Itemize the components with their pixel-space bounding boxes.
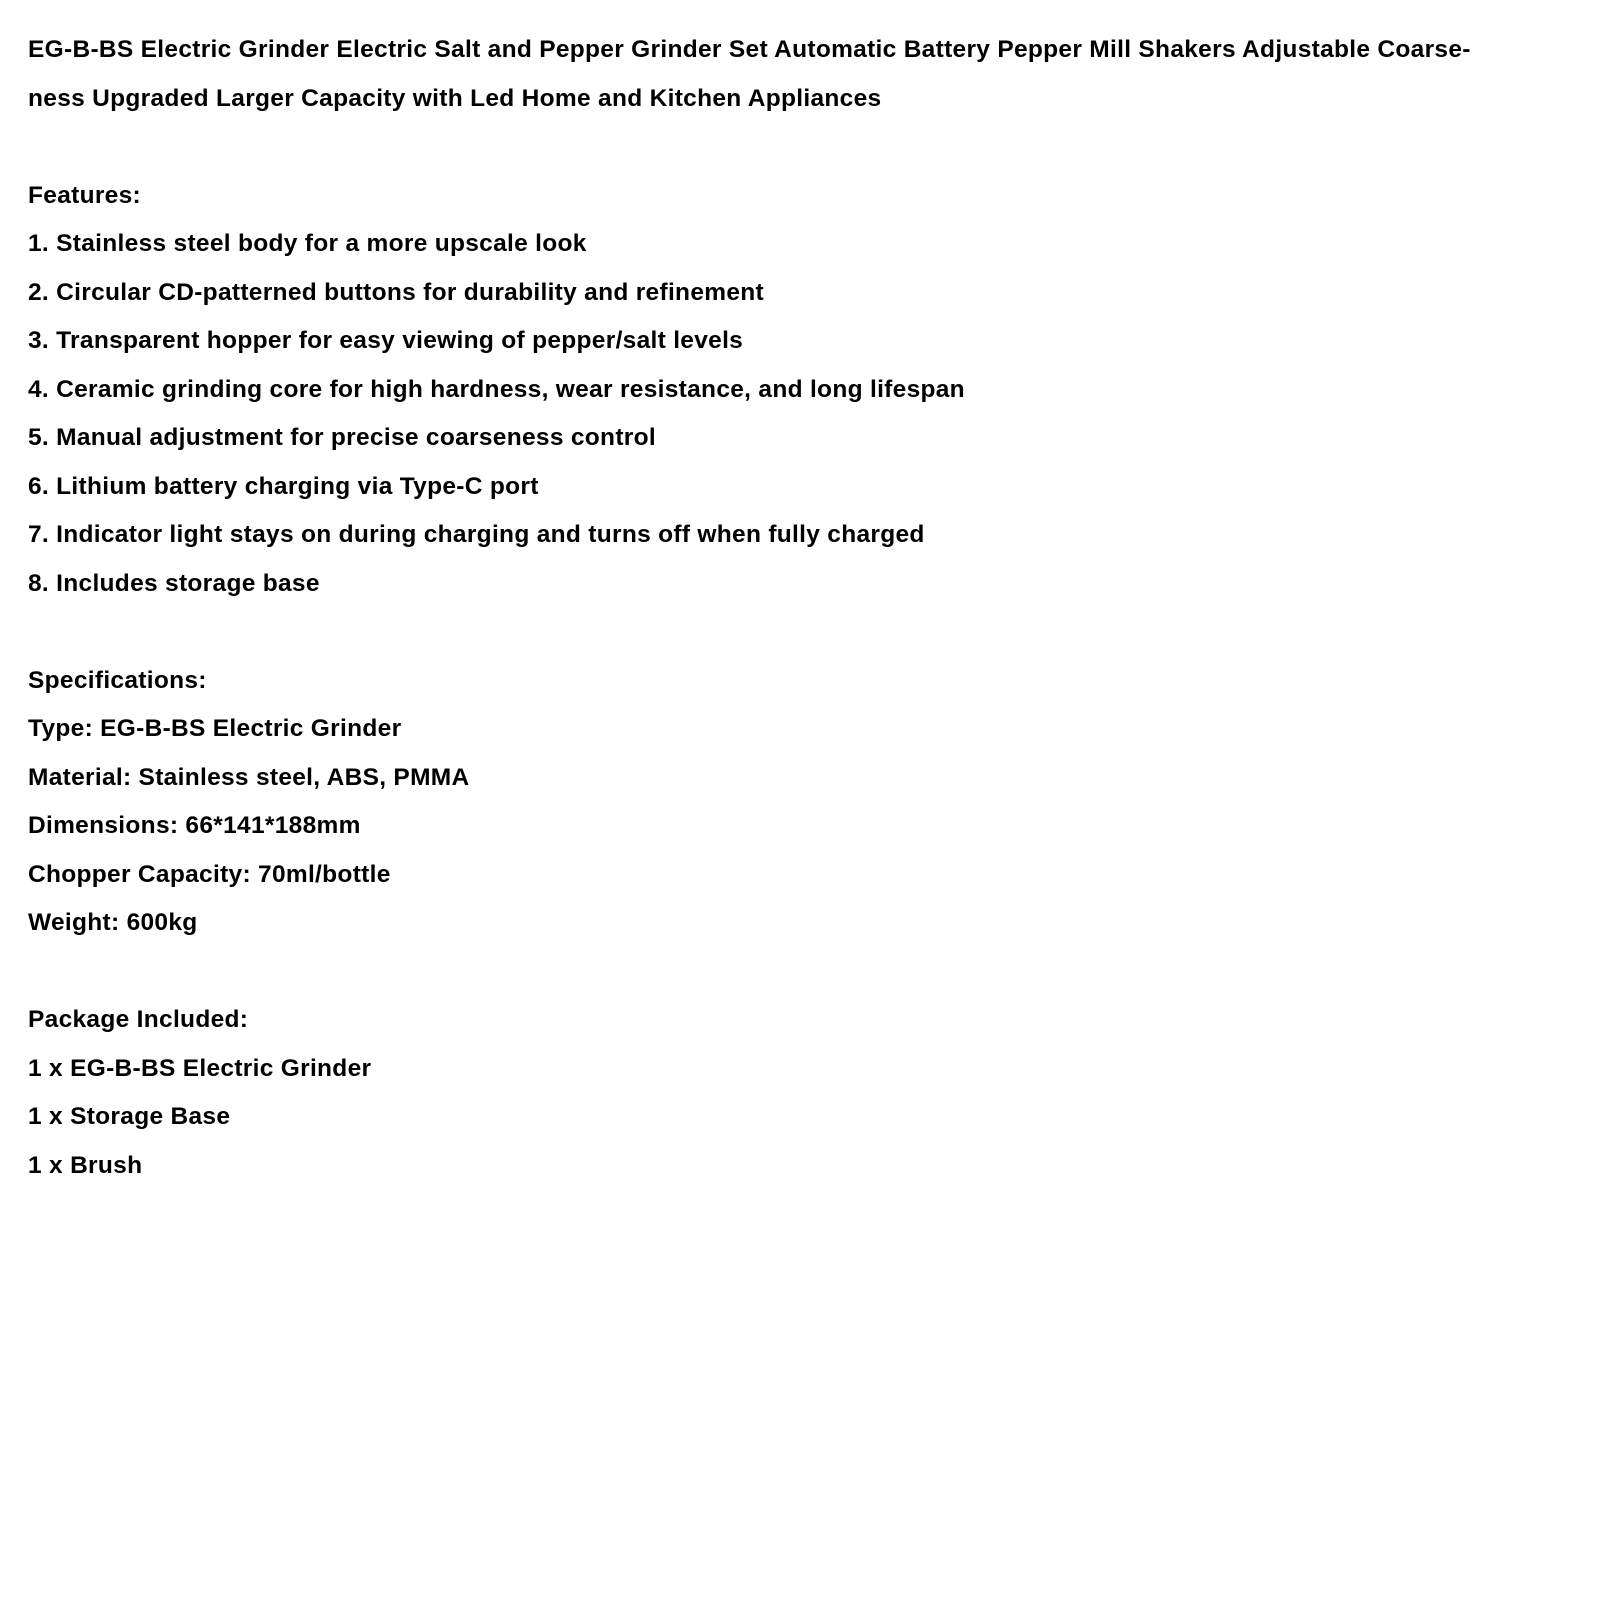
feature-item: 5. Manual adjustment for precise coarseness control [28,424,656,451]
feature-item: 6. Lithium battery charging via Type-C port [28,472,539,500]
spacer [28,948,1558,997]
spec-item: Material: Stainless steel, ABS, PMMA [28,763,470,791]
spec-item: Type: EG-B-BS Electric Grinder [28,715,402,742]
feature-item: 8. Includes storage base [28,569,320,597]
features-heading: Features: [28,181,141,209]
package-item: 1 x Storage Base [28,1103,231,1130]
product-description [28,26,1558,1190]
package-heading: Package Included: [28,1006,249,1033]
spec-item: Dimensions: 66*141*188mm [28,812,361,839]
spacer [28,608,1558,657]
package-item: 1 x Brush [28,1151,143,1179]
feature-item: 3. Transparent hopper for easy viewing of pepper/salt levels [28,327,744,354]
feature-item: 1. Stainless steel body for a more upscale look [28,230,587,257]
spacer [28,123,1558,172]
spec-item: Chopper Capacity: 70ml/bottle [28,860,391,888]
specifications-heading: Specifications: [28,666,207,694]
feature-item: 2. Circular CD-patterned buttons for durability and refinement [28,278,764,306]
feature-item: 7. Indicator light stays on during charging and turns off when fully charged [28,521,925,548]
spec-item: Weight: 600kg [28,909,198,936]
feature-item: 4. Ceramic grinding core for high hardness, wear resistance, and long lifespan [28,375,965,403]
title-line-2: ness Upgraded Larger Capacity with Led Home and Kitchen Appliances [28,84,882,112]
title-line-1: EG-B-BS Electric Grinder Electric Salt and Pepper Grinder Set Automatic Battery Pepper Mill Shakers Adjustable Coarse- [28,36,1471,63]
package-item: 1 x EG-B-BS Electric Grinder [28,1054,372,1082]
